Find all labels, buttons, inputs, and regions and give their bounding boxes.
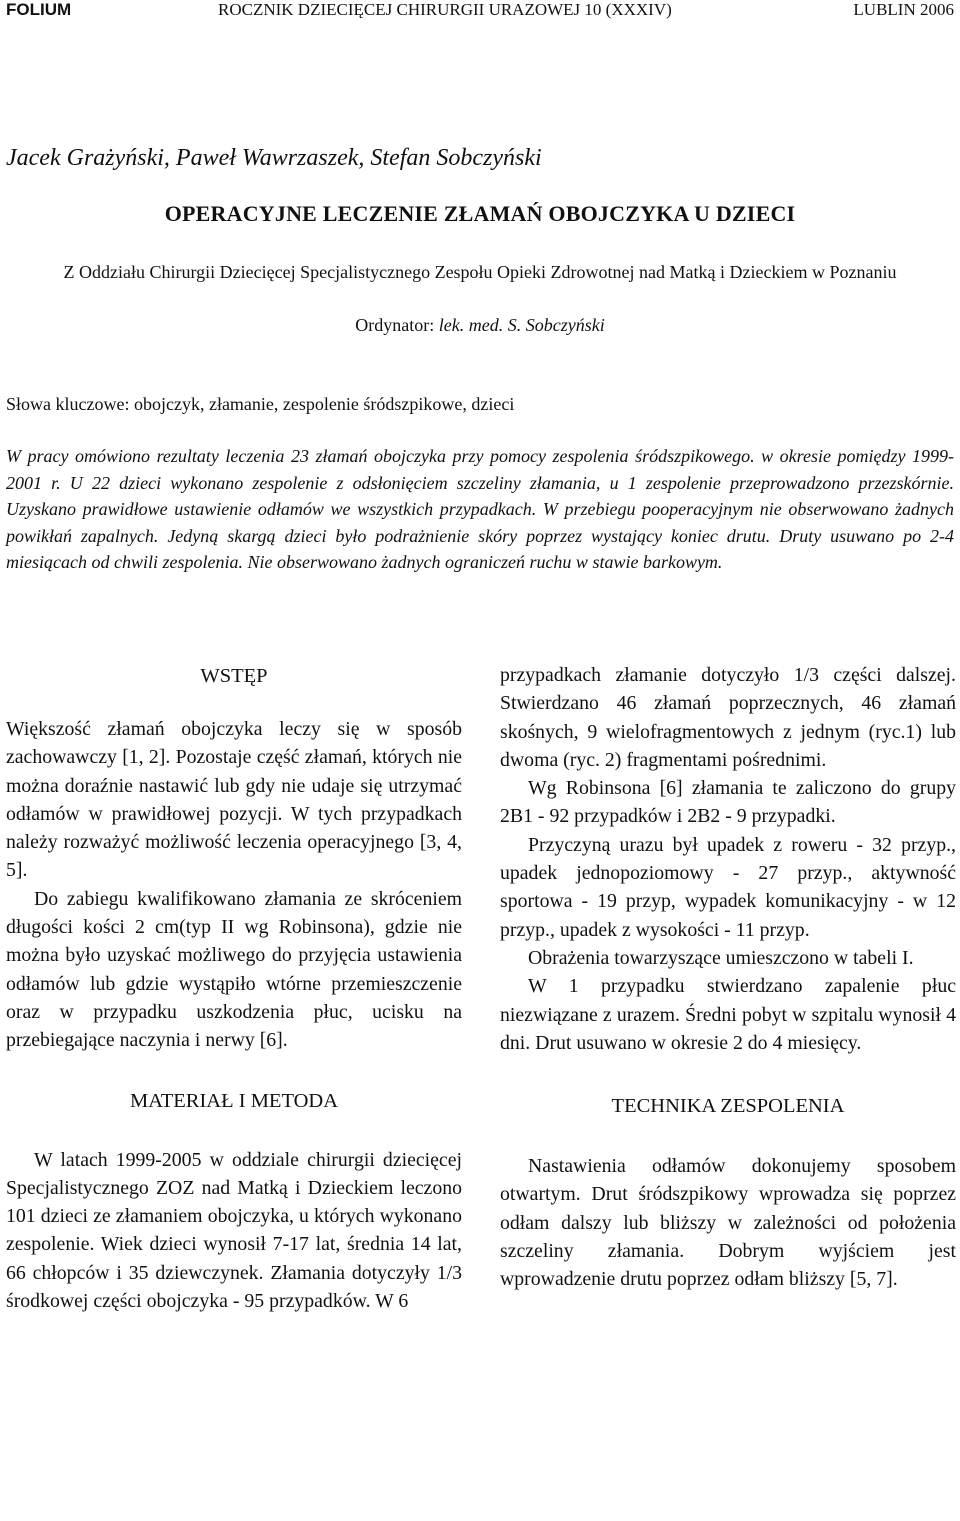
abstract: W pracy omówiono rezultaty leczenia 23 złamań obojczyka przy pomocy zespolenia śródszpikowego. w okresie pomiędzy 1999-2001 r. U 22 dzieci wykonano zespolenie z odsłonięciem szczeliny złamania, u 1 zespolenie przeprowadzono przezskórnie. Uzyskano prawidłowe ustawienie odłamów we wszystkich przypadkach. W przebiegu pooperacyjnym nie obserwowano żadnych powikłań zapalnych. Jedyną skargą dzieci było podrażnienie skóry poprzez wystający koniec drutu. Druty usuwano po 2-4 miesiącach od chwili zespolenia. Nie obserwowano żadnych ograniczeń ruchu w stawie barkowym. [6, 446, 954, 572]
journal-name: ROCZNIK DZIECIĘCEJ CHIRURGII URAZOWEJ 10 (XXXIV) [218, 0, 672, 19]
keywords: Słowa kluczowe: obojczyk, złamanie, zespolenie śródszpikowe, dzieci [6, 394, 515, 414]
left-column [6, 661, 462, 1315]
results-paragraph-5: W 1 przypadku stwierdzano zapalenie płuc niezwiązane z urazem. Średni pobyt w szpitalu wynosił 4 dni. Drut usuwano w okresie 2 do 4 miesięcy. [500, 975, 956, 1054]
results-paragraph-1: przypadkach złamanie dotyczyło 1/3 części dalszej. Stwierdzano 46 złamań poprzecznych, 46 złamań skośnych, 9 wielofragmentowych z jednym (ryc.1) lub dwoma (ryc. 2) fragmentami pośrednimi. [500, 664, 956, 771]
location-year: LUBLIN 2006 [853, 0, 954, 19]
department-head [0, 313, 960, 338]
department-head-label: Ordynator: [355, 315, 439, 335]
intro-paragraph-1: Większość złamań obojczyka leczy się w sposób zachowawczy [1, 2]. Pozostaje część złamań, których nie można doraźnie nastawić lub gdy nie udaje się utrzymać odłamów w prawidłowej pozycji. W tych przypadkach należy rozważyć możliwość leczenia operacyjnego [3, 4, 5]. [6, 718, 462, 882]
article-title: OPERACYJNE LECZENIE ZŁAMAŃ OBOJCZYKA U DZIECI [164, 201, 796, 226]
publisher-name: FOLIUM [6, 0, 72, 19]
department-head-name: lek. med. S. Sobczyński [438, 315, 605, 335]
results-paragraph-4: Obrażenia towarzyszące umieszczono w tabeli I. [528, 946, 914, 969]
results-paragraph-3: Przyczyną urazu był upadek z roweru - 32 przyp., upadek jednopoziomowy - 27 przyp., aktywność sportowa - 19 przyp, wypadek komunikacyjny - w 12 przyp., upadek z wysokości - 11 przyp. [500, 833, 956, 941]
methods-heading: MATERIAŁ I METODA [129, 1089, 339, 1112]
article-affiliation: Z Oddziału Chirurgii Dziecięcej Specjalistycznego Zespołu Opieki Zdrowotnej nad Matką i Dzieckiem w Poznaniu [63, 262, 897, 282]
intro-heading: WSTĘP [200, 665, 268, 687]
results-paragraph-2: Wg Robinsona [6] złamania te zaliczono do grupy 2B1 - 92 przypadków i 2B2 - 9 przypadki. [500, 777, 956, 828]
article-authors: Jacek Grażyński, Paweł Wawrzaszek, Stefan Sobczyński [6, 145, 542, 171]
intro-paragraph-2: Do zabiegu kwalifikowano złamania ze skróceniem długości kości 2 cm(typ II wg Robinsona), gdzie nie można było uzyskać możliwego do przyjęcia ustawienia odłamów lub gdzie wystąpiło wtórne przemieszczenie oraz w przypadku uszkodzenia płuc, ucisku na przebiegające naczynia i nerwy [6]. [6, 887, 462, 1052]
technique-paragraph-1: Nastawienia odłamów dokonujemy sposobem otwartym. Drut śródszpikowy wprowadza się poprzez odłam dalszy lub bliższy w zależności od położenia szczeliny złamania. Dobrym wyjściem jest wprowadzenie drutu poprzez odłam bliższy [5, 7]. [500, 1155, 956, 1291]
methods-paragraph-1: W latach 1999-2005 w oddziale chirurgii dziecięcej Specjalistycznego ZOZ nad Matką i Dzieckiem leczono 101 dzieci ze złamaniem obojczyka, u których wykonano zespolenie. Wiek dzieci wynosił 7-17 lat, średnia 14 lat, 66 chłopców i 35 dziewczynek. Złamania dotyczyły 1/3 środkowej części obojczyka - 95 przypadków. W 6 [6, 1148, 462, 1313]
right-column [500, 661, 956, 1294]
running-header [0, 0, 960, 22]
technique-heading: TECHNIKA ZESPOLENIA [611, 1095, 845, 1118]
